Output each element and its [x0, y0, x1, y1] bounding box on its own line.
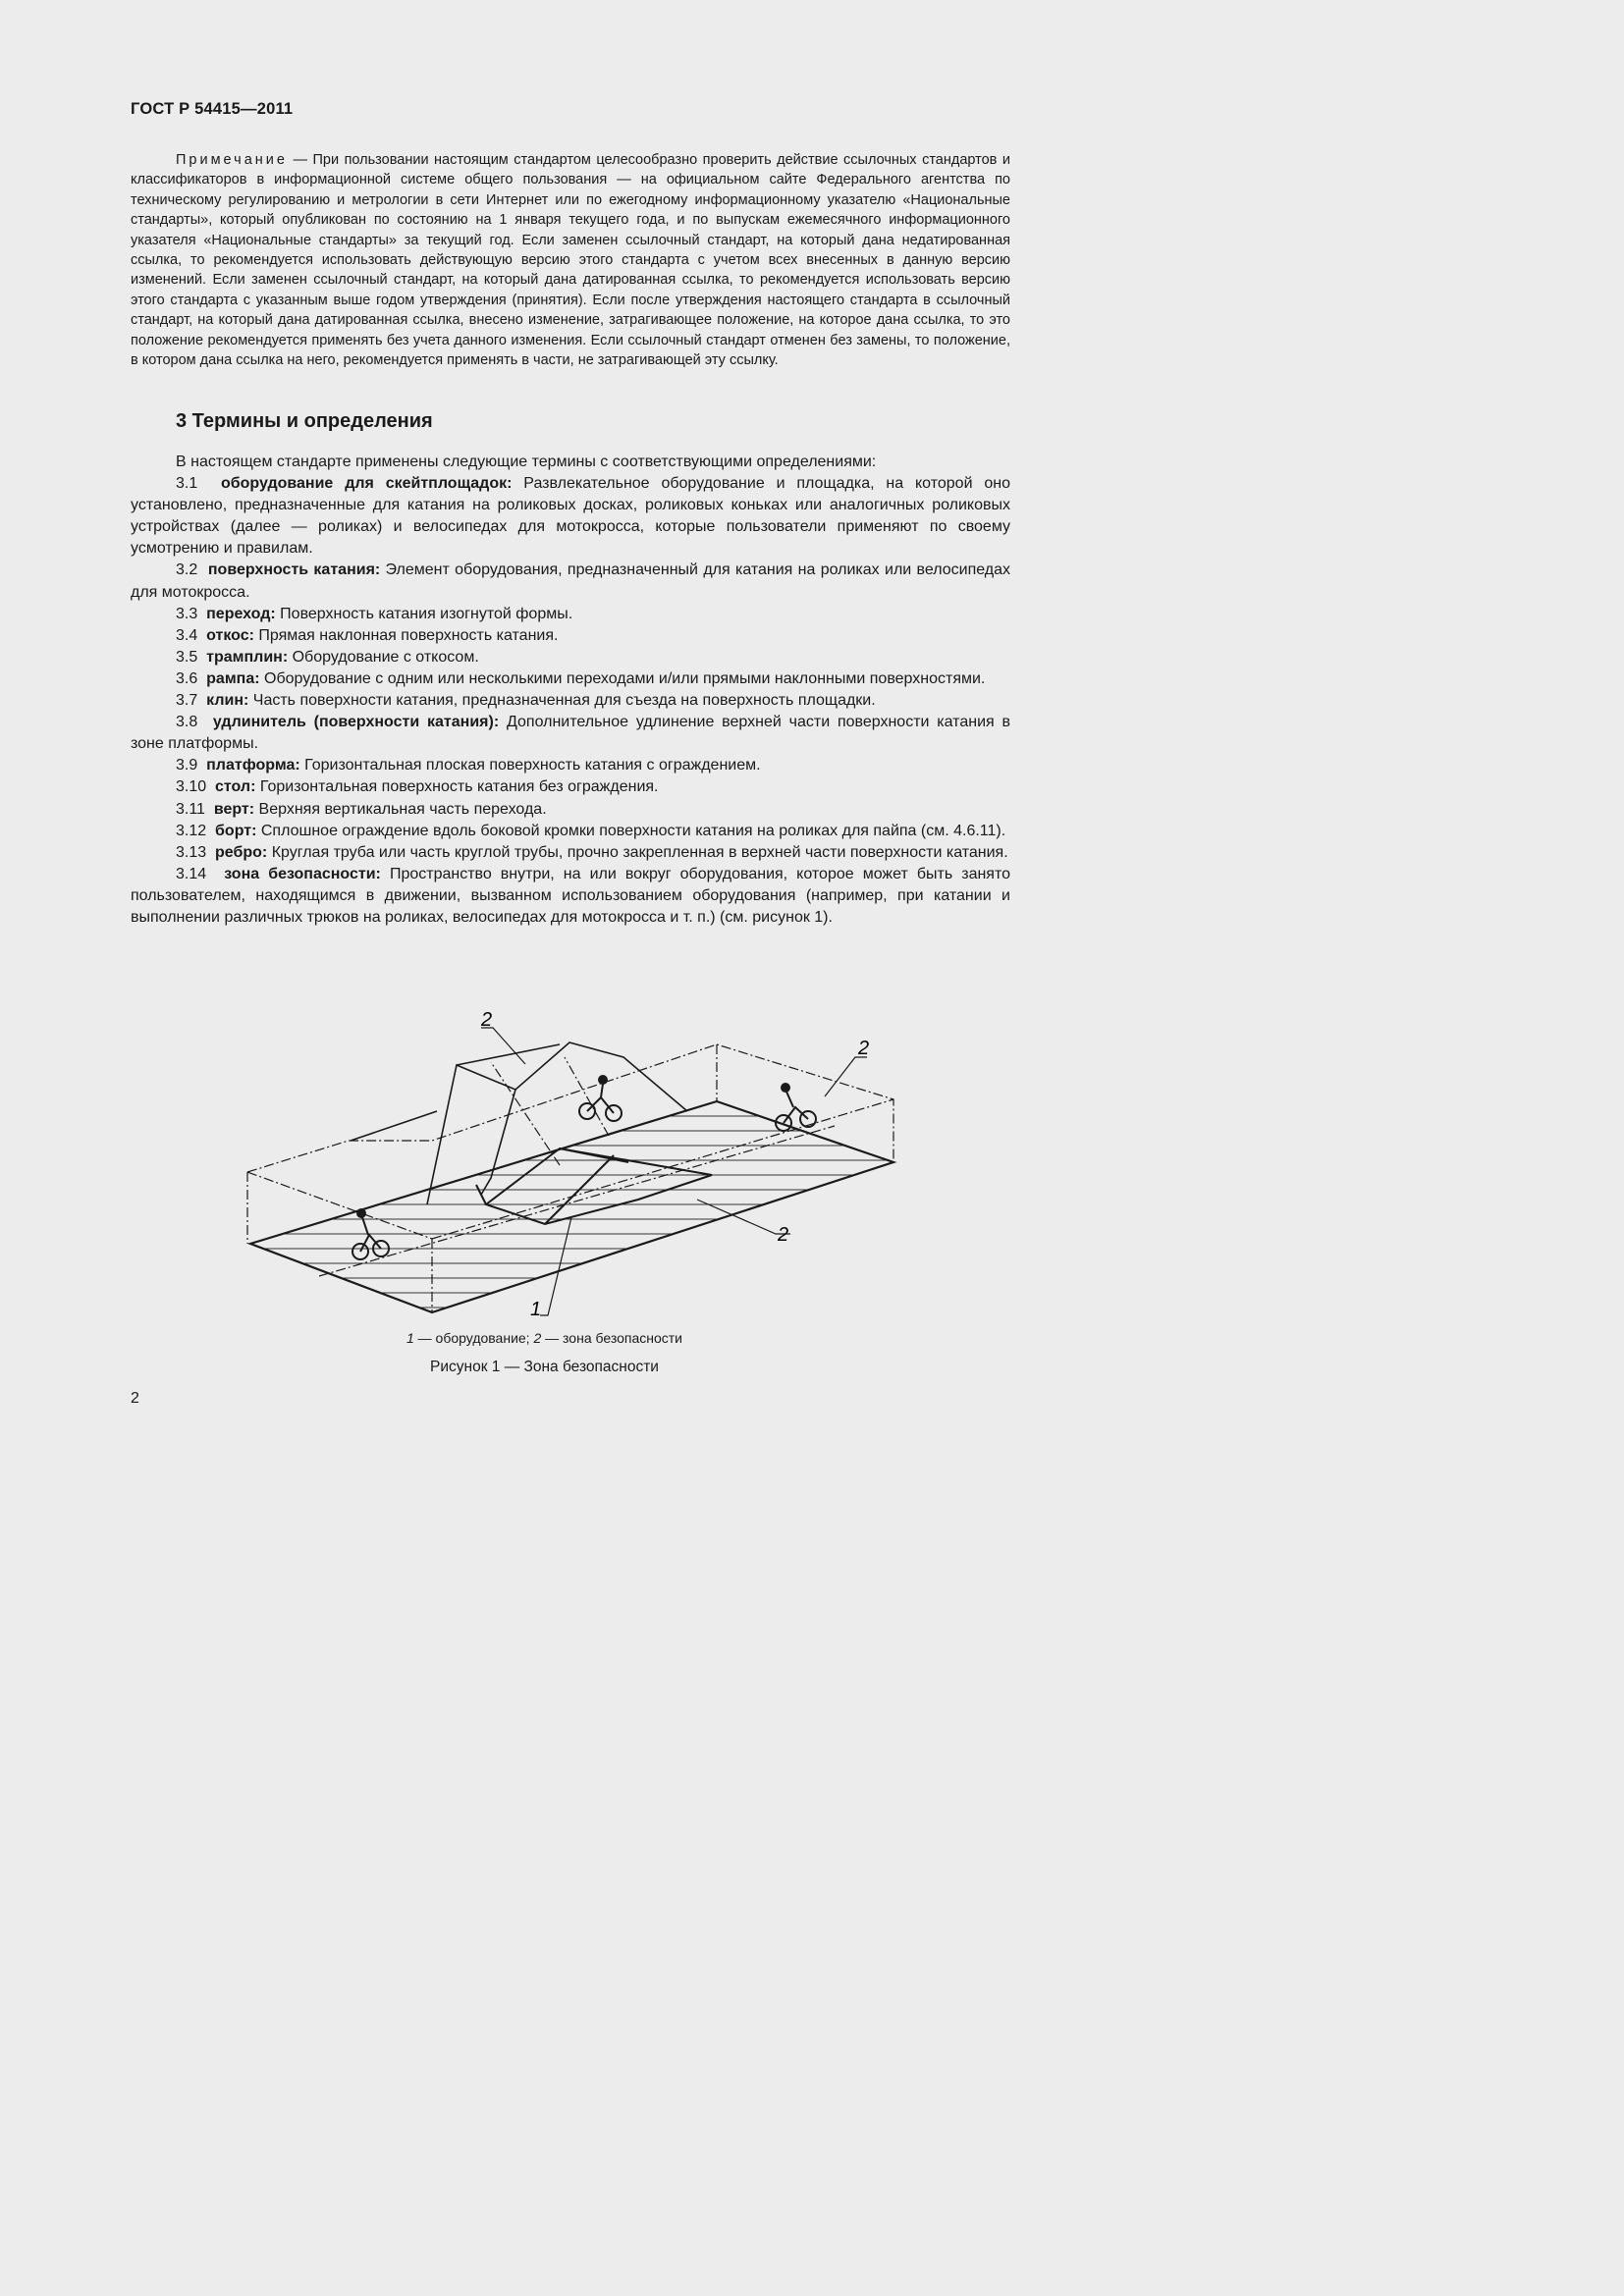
term-item: 3.3 переход: Поверхность катания изогнутой формы. — [176, 605, 573, 622]
rider-icon — [579, 1076, 622, 1121]
term-item: 3.7 клин: Часть поверхности катания, предназначенная для съезда на поверхность площадки. — [176, 692, 876, 710]
note-text: — При пользовании настоящим стандартом целесообразно проверить действие ссылочных стандартов и классификаторов в информационной системе общего пользования — на официальном сайте Федерального агентства по техническому регулированию и метрологии в сети Интернет или по ежегодному информационному указателю «Национальные стандарты», который опубликован по состоянию на 1 января текущего года, и по выпускам ежемесячного информационного указателя «Национальные стандарты» за текущий год. Если заменен ссылочный стандарт, на который дана недатированная ссылка, то рекомендуется использовать действующую версию этого стандарта с учетом всех внесенных в данную версию изменений. Если заменен ссылочный стандарт, на который дана датированная ссылка, то рекомендуется использовать версию этого стандарта с указанным выше годом утверждения (принятия). Если после утверждения настоящего стандарта в ссылочный стандарт, на который дана датированная ссылка, внесено изменение, затрагивающее положение, на которое дана ссылка, то это положение рекомендуется применять без учета данного изменения. Если ссылочный стандарт отменен без замены, то положение, в котором дана ссылка на него, рекомендуется применять в части, не затрагивающей эту ссылку. — [131, 152, 1010, 369]
term-item: 3.1 оборудование для скейтплощадок: Развлекательное оборудование и площадка, на которой оно установлено, предназначенные для катания на роликовых досках, роликовых коньках или аналогичных роликовых устройствах (далее — роликах) и велосипедах для мотокросса, которые пользователи применяют по своему усмотрению и правилам. — [131, 475, 1011, 558]
term-item: 3.5 трамплин: Оборудование с откосом. — [176, 648, 479, 666]
safety-zone-box — [247, 1044, 893, 1312]
safety-zone-figure — [236, 1003, 903, 1327]
term-item: 3.6 рампа: Оборудование с одним или несколькими переходами и/или прямыми наклонными поверхностями. — [176, 669, 986, 687]
section-title: 3 Термины и определения — [176, 410, 433, 432]
label-2-top: 2 — [481, 1009, 493, 1031]
page-number: 2 — [131, 1390, 139, 1407]
term-item: 3.13 ребро: Круглая труба или часть круглой трубы, прочно закрепленная в верхней части поверхности катания. — [176, 843, 1008, 861]
term-item: 3.10 стол: Горизонтальная поверхность катания без ограждения. — [176, 778, 659, 796]
figure-caption: Рисунок 1 — Зона безопасности — [430, 1359, 659, 1375]
terms-intro: В настоящем стандарте применены следующие термины с соответствующими определениями: — [176, 454, 877, 470]
note-lead: Примечание — [176, 152, 288, 168]
term-item: 3.2 поверхность катания: Элемент оборудования, предназначенный для катания на роликах или велосипедах для мотокросса. — [131, 561, 1011, 601]
term-item: 3.11 верт: Верхняя вертикальная часть перехода. — [176, 800, 547, 818]
label-2-right: 2 — [858, 1038, 870, 1059]
floor-outline — [250, 1101, 893, 1312]
term-item: 3.4 откос: Прямая наклонная поверхность катания. — [176, 626, 559, 644]
standard-code: ГОСТ Р 54415—2011 — [131, 100, 294, 118]
note-paragraph — [131, 150, 1010, 370]
terms-list — [131, 452, 1010, 929]
term-item: 3.8 удлинитель (поверхности катания): Дополнительное удлинение верхней части поверхности катания в зоне платформы. — [131, 714, 1010, 753]
term-item: 3.12 борт: Сплошное ограждение вдоль боковой кромки поверхности катания на роликах для пайпа (см. 4.6.11). — [176, 822, 1006, 839]
leader-lines — [481, 1028, 870, 1315]
figure-legend: 1 — оборудование; 2 — зона безопасности — [406, 1330, 683, 1346]
label-1: 1 — [530, 1299, 542, 1320]
label-2-floor: 2 — [778, 1224, 789, 1246]
term-item: 3.9 платформа: Горизонтальная плоская поверхность катания с ограждением. — [176, 757, 761, 774]
term-item: 3.14 зона безопасности: Пространство внутри, на или вокруг оборудования, которое может быть занято пользователем, находящимся в движении, вызванном использованием оборудования (например, при катании и выполнении различных трюков на роликах, велосипедах для мотокросса и т. п.) (см. рисунок 1). — [131, 865, 1011, 926]
